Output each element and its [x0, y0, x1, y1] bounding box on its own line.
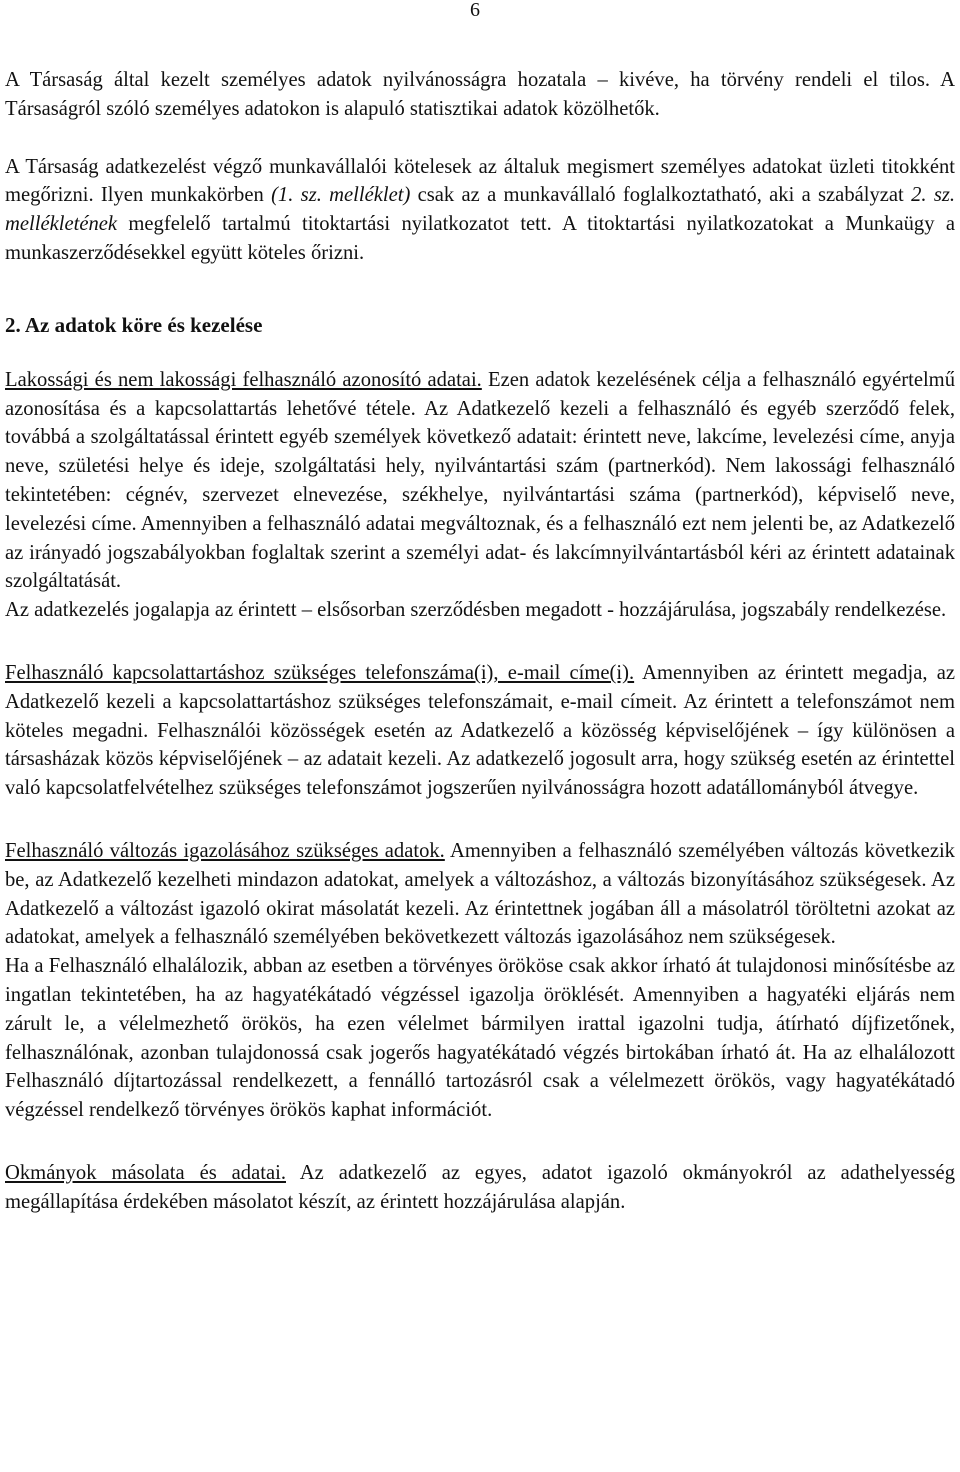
- annex-2-reference: 2. sz. mellékletének: [5, 184, 955, 236]
- identification-data-title: Lakossági és nem lakossági felhasználó azonosító adatai.: [5, 368, 482, 391]
- change-data-title: Felhasználó változás igazolásához szükséges adatok.: [5, 839, 445, 862]
- paragraph-identification-data: [5, 366, 955, 596]
- confidentiality-text-1: A Társaság adatkezelést végző munkavállalói kötelesek az általuk megismert személyes adatokat üzleti titokként megőrizni. Ilyen munkakörben: [5, 155, 955, 207]
- paragraph-confidentiality: [5, 153, 955, 268]
- documents-title: Okmányok másolata és adatai.: [5, 1161, 286, 1184]
- annex-1-reference: (1. sz. melléklet): [271, 184, 411, 207]
- confidentiality-text-2: csak az a munkavállaló foglalkoztatható, aki a szabályzat: [410, 184, 912, 207]
- identification-data-body: Ezen adatok kezelésének célja a felhasználó egyértelmű azonosítása és a kapcsolattartás lehetővé tétele. Az Adatkezelő kezeli a felhasználó és egyéb szerződő felek, továbbá a szolgáltatással érintett egyéb személyek következő adatait: érintett neve, lakcíme, levelezési címe, anyja neve, születési helye és ideje, szolgáltatási hely, nyilvántartási szám (partnerkód). Nem lakossági felhasználó tekintetében: cégnév, szervezet elnevezése, székhelye, nyilvántartási száma (partnerkód), képviselő neve, levelezési címe. Amennyiben a felhasználó adatai megváltoznak, és a felhasználó ezt nem jelenti be, az Adatkezelő az irányadó jogszabályokban foglaltak szerint a személyi adat- és lakcímnyilvántartásból kéri az érintett adatainak szolgáltatását.: [5, 368, 955, 593]
- change-data-body: Amennyiben a felhasználó személyében változás következik be, az Adatkezelő kezelheti mindazon adatokat, amelyek a változáshoz, a változás bizonyításához szükségesek. Az Adatkezelő a változást igazoló okirat másolatát kezeli. Az érintettnek jogában áll a másolatról töröltetni azokat az adatokat, amelyek a felhasználó személyében bekövetkezett változás igazolásához nem szükségesek.: [5, 839, 955, 949]
- paragraph-documents: [5, 1159, 955, 1217]
- contact-data-title: Felhasználó kapcsolattartáshoz szükséges telefonszáma(i), e-mail címe(i).: [5, 661, 635, 684]
- contact-data-body: Amennyiben az érintett megadja, az Adatkezelő kezeli a kapcsolattartáshoz szükséges telefonszámait, e-mail címeit. Az érintett a telefonszámot nem köteles megadni. Felhasználói közösségek esetén az Adatkezelő a közösség képviselőjének – így különösen a társasházak közös képviselőjének – az adatait kezeli. Az adatkezelő jogosult arra, hogy szükség esetén az érintettel való kapcsolatfelvételhez szükséges telefonszámot jogszerűen nyilvánosságra hozott adatállományból átvegye.: [5, 661, 955, 800]
- documents-body: Az adatkezelő az egyes, adatot igazoló okmányokról az adathelyesség megállapítása érdekében másolatot készít, az érintett hozzájárulása alapján.: [5, 1161, 955, 1213]
- confidentiality-text-3: megfelelő tartalmú titoktartási nyilatkozatot tett. A titoktartási nyilatkozatokat a Munkaügy a munkaszerződésekkel együtt köteles őrizni.: [5, 213, 955, 264]
- paragraph-inheritance: Ha a Felhasználó elhalálozik, abban az esetben a törvényes örököse csak akkor írható át tulajdonosi minősítésbe az ingatlan tekintetében, ha az hagyatékátadó végzéssel igazolja öröklését. Amennyiben a hagyatéki eljárás nem zárult le, a vélelmezhető örökös, ha ezen vélelmet bármilyen irattal igazolni tudja, átírható díjfizetőnek, felhasználónak, azonban tulajdonossá csak jogerős hagyatékátadó végzés birtokában írható át. Ha az elhalálozott Felhasználó díjtartozással rendelkezett, a fennálló tartozásról csak a vélelmezett örökös, vagy hagyatékátadó végzéssel rendelkező törvényes örökös kaphat információt.: [5, 955, 955, 1122]
- section-heading: 2. Az adatok köre és kezelése: [5, 312, 263, 337]
- paragraph-publicity: A Társaság által kezelt személyes adatok nyilvánosságra hozatala – kivéve, ha törvény rendeli el tilos. A Társaságról szóló személyes adatokon is alapuló statisztikai adatok közölhetők.: [5, 69, 955, 120]
- paragraph-contact-data: [5, 659, 955, 803]
- paragraph-legal-basis: Az adatkezelés jogalapja az érintett – elsősorban szerződésben megadott - hozzájárulása, jogszabály rendelkezése.: [5, 599, 947, 622]
- document-body: [5, 66, 955, 1217]
- paragraph-change-data: [5, 837, 955, 952]
- page-number: 6: [470, 0, 480, 21]
